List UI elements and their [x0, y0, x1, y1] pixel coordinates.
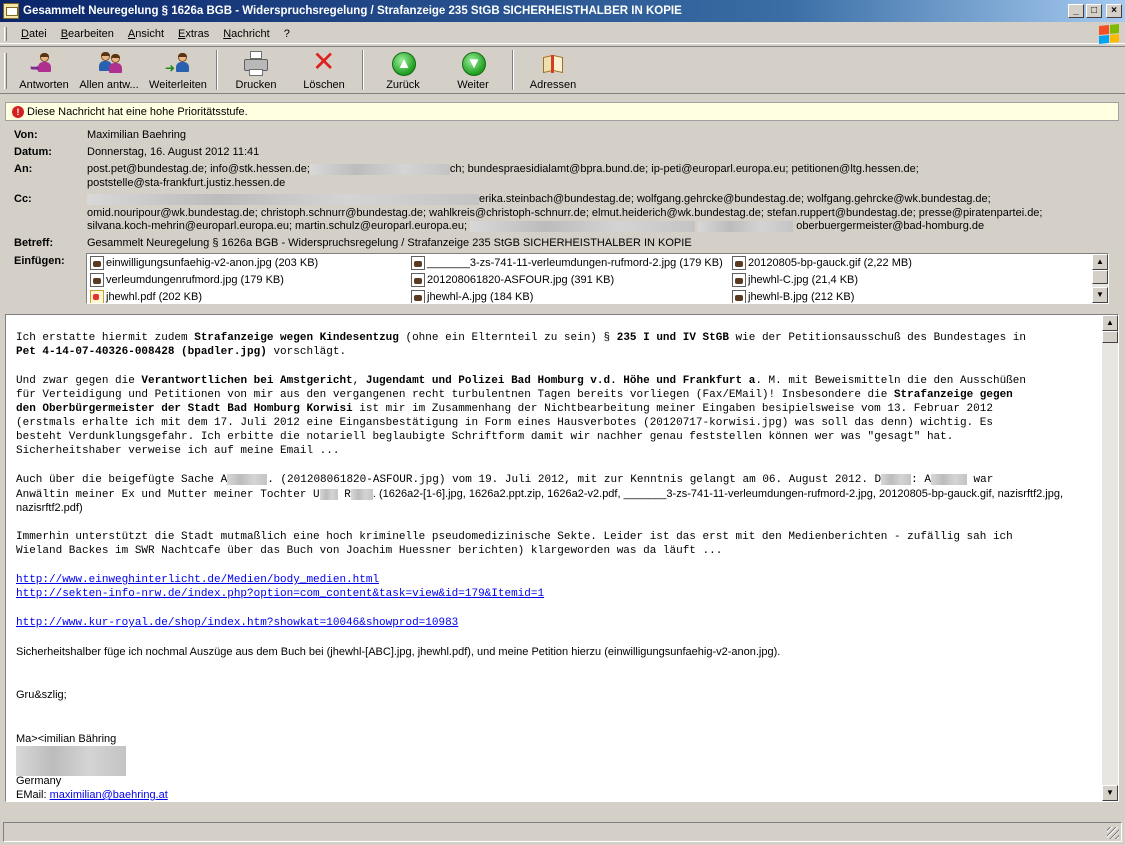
reply-icon: ➥	[30, 51, 58, 77]
cc-line-3a: silvana.koch-mehrin@europarl.europa.eu; martin.schulz@europarl.europa.eu;	[87, 220, 468, 232]
attachment-item[interactable]: jhewhl-B.jpg (212 KB)	[732, 288, 854, 304]
to-value	[87, 163, 1117, 190]
cc-line-1: erika.steinbach@bundestag.de; wolfgang.gehrcke@bundestag.de; wolfgang.gehrcke@wk.bundestag.de;	[479, 193, 991, 205]
menu-extras[interactable]: Extras	[178, 27, 210, 40]
window-title: Gesammelt Neuregelung § 1626a BGB - Widerspruchsregelung / Strafanzeige 235 StGB SICHERHEISTHALBER IN KOPIE	[23, 5, 682, 17]
print-button[interactable]	[222, 47, 290, 93]
body-line: besteht Verdunklungsgefahr. Ich erbitte die notariell beglaubigte Schriftform damit wir nachher genau feststellen können wer was "gesagt" hat.	[16, 431, 954, 443]
attachments-scrollbar[interactable]	[1092, 254, 1108, 303]
scroll-down-icon[interactable]: ▼	[1102, 785, 1118, 801]
close-button[interactable]: ×	[1106, 4, 1122, 18]
subject-label: Betreff:	[14, 237, 54, 249]
body-scrollbar[interactable]	[1102, 315, 1118, 801]
image-file-icon	[90, 256, 104, 270]
address-book-icon	[539, 51, 567, 77]
redacted-block	[320, 489, 338, 500]
body-line: (erstmals erhalte ich mit dem 17. Juli 2012 eine Eingansbestätigung in Form eines Hausverbotes (20120717-korwisi.jpg) was soll das denn) wichtig. Es	[16, 417, 993, 429]
image-file-icon	[732, 273, 746, 287]
attachment-item[interactable]: jhewhl.pdf (202 KB)	[90, 288, 202, 304]
to-line-2: poststelle@sta-frankfurt.justiz.hessen.de	[87, 176, 286, 189]
link-kur-royal[interactable]: http://www.kur-royal.de/shop/index.htm?showkat=10046&showprod=10983	[16, 617, 459, 629]
redacted-block	[227, 474, 267, 485]
link-einweghinterlicht[interactable]: http://www.einweghinterlicht.de/Medien/body_medien.html	[16, 574, 380, 586]
toolbar-separator	[216, 50, 218, 90]
delete-button[interactable]	[290, 47, 358, 93]
body-line: Sicherheitshalber füge ich nochmal Auszüge aus dem Buch bei (jhewhl-[ABC].jpg, jhewhl.pdf), und meine Petition hierzu (einwilligungsunfaehig-v2-anon.jpg).	[16, 646, 781, 658]
message-body[interactable]	[5, 314, 1119, 802]
printer-icon	[242, 51, 270, 77]
redacted-block	[931, 474, 967, 485]
signature-redacted	[16, 746, 126, 776]
toolbar-grip[interactable]	[4, 53, 7, 89]
to-line-1b: ch; bundespraesidialamt@bpra.bund.de; ip-peti@europarl.europa.eu; petitionen@ltg.hessen.de;	[449, 163, 919, 175]
pdf-file-icon	[90, 290, 104, 304]
body-line: Wieland Backes im SWR Nachtcafe über das Buch von Joachim Huessner berichten) klargeworden was da läuft ...	[16, 545, 723, 557]
maximize-button[interactable]: □	[1086, 4, 1102, 18]
scroll-down-icon[interactable]: ▼	[1092, 287, 1108, 303]
date-value: Donnerstag, 16. August 2012 11:41	[87, 146, 260, 158]
next-label: Weiter	[457, 79, 489, 91]
image-file-icon	[732, 290, 746, 304]
redacted-block	[16, 746, 126, 776]
scroll-up-icon[interactable]: ▲	[1102, 315, 1118, 331]
cc-label: Cc:	[14, 193, 32, 205]
title-bar	[0, 0, 1125, 22]
attachment-item[interactable]: _______3-zs-741-11-verleumdungen-rufmord-2.jpg (179 KB)	[411, 254, 723, 271]
minimize-button[interactable]: _	[1068, 4, 1084, 18]
image-file-icon	[411, 273, 425, 287]
menu-bar	[0, 24, 1125, 44]
redacted-block	[881, 474, 911, 485]
redacted-block	[87, 194, 479, 205]
next-button[interactable]	[438, 47, 508, 93]
print-label: Drucken	[235, 79, 277, 91]
toolbar-separator	[362, 50, 364, 90]
high-priority-icon: !	[12, 106, 24, 118]
redacted-block	[470, 221, 695, 232]
delete-x-icon: ✕	[312, 46, 336, 77]
redacted-block	[698, 221, 793, 232]
scroll-thumb[interactable]	[1092, 270, 1108, 284]
arrow-down-icon: ▼	[459, 51, 487, 77]
image-file-icon	[411, 256, 425, 270]
scroll-up-icon[interactable]: ▲	[1092, 254, 1108, 270]
menu-grip[interactable]	[4, 27, 7, 41]
toolbar-separator	[512, 50, 514, 90]
priority-bar	[5, 102, 1119, 121]
addresses-button[interactable]	[518, 47, 588, 93]
forward-icon: ➜	[164, 51, 192, 77]
from-label: Von:	[14, 129, 38, 141]
attachment-item[interactable]: 201208061820-ASFOUR.jpg (391 KB)	[411, 271, 614, 288]
status-bar	[3, 822, 1122, 842]
body-line: Sicherheitshaber verweise ich auf meine Email ...	[16, 445, 340, 457]
attachment-item[interactable]: einwilligungsunfaehig-v2-anon.jpg (203 KB)	[90, 254, 318, 271]
menu-bearbeiten[interactable]: Bearbeiten	[60, 27, 114, 40]
redacted-block	[310, 164, 450, 175]
redacted-block	[351, 489, 373, 500]
priority-text: Diese Nachricht hat eine hohe Prioritätsstufe.	[27, 105, 248, 118]
addresses-label: Adressen	[529, 79, 577, 91]
signature-name: Ma><imilian Bähring	[16, 733, 117, 745]
forward-label: Weiterleiten	[149, 79, 207, 91]
signature-country: Germany	[16, 775, 62, 787]
greeting: Gru&szlig;	[16, 689, 67, 701]
delete-label: Löschen	[303, 79, 345, 91]
cc-value	[87, 193, 1117, 234]
menu-help[interactable]: ?	[283, 27, 290, 40]
body-line: Anwältin meiner Ex und Mutter meiner Tochter U R . (1626a2-[1-6].jpg, 1626a2.ppt.zip, 1626a2-v2.pdf, _______3-zs-741-11-verleumdungen-rufmord-2.jpg, 20120805-bp-gauck.gif, nazisrftf2.jpg,	[16, 488, 1064, 501]
mail-message-icon	[3, 3, 19, 19]
reply-label: Antworten	[19, 79, 69, 91]
menu-nachricht[interactable]: Nachricht	[223, 27, 270, 40]
forward-button[interactable]	[144, 47, 212, 93]
resize-grip-icon[interactable]	[1107, 827, 1119, 839]
reply-all-label: Allen antw...	[79, 79, 139, 91]
body-line: den Oberbürgermeister der Stadt Bad Homburg Korwisi ist mir im Zusammenhang der Nichtbearbeitung meiner Eingaben besipielsweise vom 13. Februar 2012	[16, 403, 993, 415]
back-button[interactable]	[368, 47, 438, 93]
signature-email: EMail: maximilian@baehring.at	[16, 789, 168, 801]
body-line: für Verteidigung und Petitionen von mir aus den vergangenen recht turbulentnen Tagen bereits vorliegen (Fax/EMail)! Insbesondere die Strafanzeige gegen	[16, 389, 1013, 401]
cc-line-2: omid.nouripour@wk.bundestag.de; christoph.schnurr@bundestag.de; wahlkreis@christoph-schnurr.de; elmut.heiderich@wk.bundestag.de; stefan.ruppert@bundestag.de; presse@piratenpartei.de;	[87, 206, 1043, 219]
to-label: An:	[14, 163, 33, 175]
attachment-item[interactable]: jhewhl-A.jpg (184 KB)	[411, 288, 533, 304]
to-line-1a: post.pet@bundestag.de; info@stk.hessen.de;	[87, 163, 310, 175]
scroll-thumb[interactable]	[1102, 331, 1118, 343]
reply-button[interactable]	[14, 47, 74, 93]
image-file-icon	[411, 290, 425, 304]
link-sekten-info[interactable]: http://sekten-info-nrw.de/index.php?option=com_content&task=view&id=179&Itemid=1	[16, 588, 545, 600]
subject-value: Gesammelt Neuregelung § 1626a BGB - Widerspruchsregelung / Strafanzeige 235 StGB SICHERHEISTHALBER IN KOPIE	[87, 237, 692, 249]
attachment-item[interactable]: verleumdungenrufmord.jpg (179 KB)	[90, 271, 284, 288]
cc-line-3b: oberbuergermeister@bad-homburg.de	[796, 220, 985, 232]
menu-datei[interactable]: Datei	[21, 27, 47, 40]
reply-all-icon	[95, 51, 123, 77]
body-line: nazisrftf2.pdf)	[16, 502, 83, 514]
body-line: Pet 4-14-07-40326-008428 (bpadler.jpg) vorschlägt.	[16, 346, 347, 358]
body-line: Ich erstatte hiermit zudem Strafanzeige wegen Kindesentzug (ohne ein Elternteil zu sein) § 235 I und IV StGB wie der Petitionsausschuß des Bundestages in	[16, 332, 1026, 344]
attachment-item[interactable]: 20120805-bp-gauck.gif (2,22 MB)	[732, 254, 912, 271]
body-line: Und zwar gegen die Verantwortlichen bei Amstgericht, Jugendamt und Polizei Bad Homburg v.d. Höhe und Frankfurt a. M. mit Beweismitteln die den Ausschüßen	[16, 375, 1026, 387]
image-file-icon	[732, 256, 746, 270]
email-link[interactable]: maximilian@baehring.at	[49, 789, 168, 801]
from-value: Maximilian Baehring	[87, 129, 187, 141]
windows-logo-icon	[1099, 24, 1119, 44]
arrow-up-icon: ▲	[389, 51, 417, 77]
menu-ansicht[interactable]: Ansicht	[127, 27, 165, 40]
body-line: Immerhin unterstützt die Stadt mutmaßlich eine hoch kriminelle pseudomedizinische Sekte. Leider ist das erst mit den Medienberichten - zufällig sah ich	[16, 531, 1013, 543]
back-label: Zurück	[386, 79, 420, 91]
attachments-label: Einfügen:	[14, 255, 65, 267]
body-line: Auch über die beigefügte Sache A . (201208061820-ASFOUR.jpg) vom 19. Juli 2012, mit zur Kenntnis gelangt am 06. August 2012. D : A war	[16, 474, 994, 486]
image-file-icon	[90, 273, 104, 287]
attachments-list	[86, 253, 1109, 304]
toolbar	[0, 46, 1125, 94]
date-label: Datum:	[14, 146, 52, 158]
attachment-item[interactable]: jhewhl-C.jpg (21,4 KB)	[732, 271, 858, 288]
reply-all-button[interactable]	[74, 47, 144, 93]
